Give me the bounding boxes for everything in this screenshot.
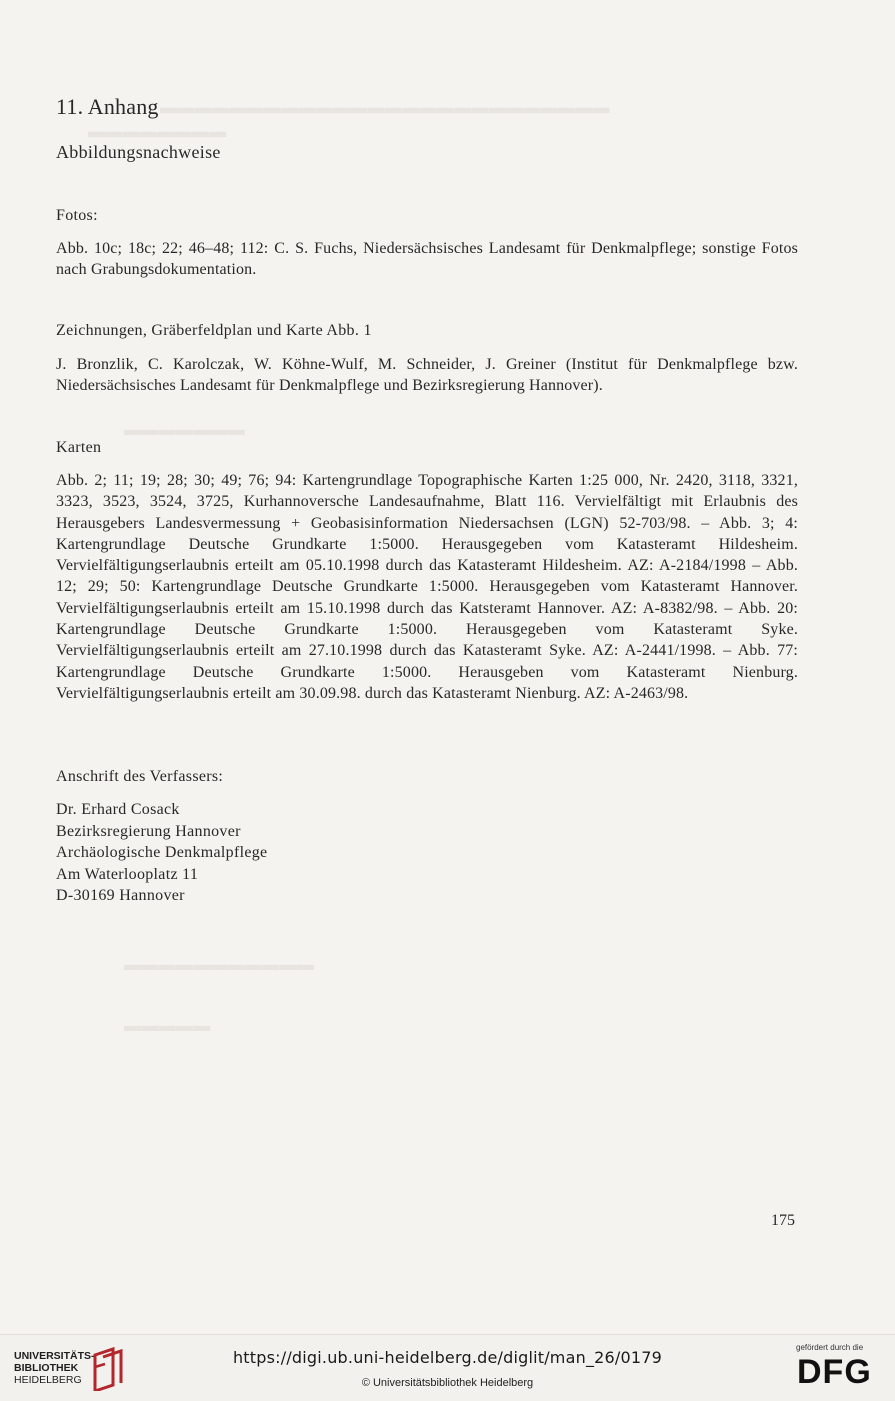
library-logo-line: BIBLIOTHEK: [14, 1362, 79, 1374]
address-department: Archäologische Denkmalpflege: [56, 844, 268, 861]
address-street: Am Waterlooplatz 11: [56, 865, 199, 883]
copyright-notice: © Universitätsbibliothek Heidelberg: [361, 1377, 534, 1389]
karten-label: Karten: [56, 439, 102, 456]
show-through-text: ▬▬▬▬▬▬▬▬▬▬▬▬▬▬▬▬▬▬▬▬▬▬▬▬▬▬: [160, 98, 610, 117]
dfg-logo: DFG: [797, 1353, 872, 1391]
show-through-text: ▬▬▬▬▬▬▬: [124, 420, 246, 439]
show-through-text: ▬▬▬▬▬▬▬▬: [88, 122, 227, 141]
page-heading: 11. Anhang: [56, 94, 159, 119]
viewer-footer: [0, 1334, 895, 1401]
fotos-credits: Abb. 10c; 18c; 22; 46–48; 112: C. S. Fuchs, Niedersächsisches Landesamt für Denkmalpflege; sonstige Fotos nach Grabungsdokumentation.: [56, 240, 798, 279]
author-address: [56, 799, 267, 907]
section-heading: Abbildungsnachweise: [56, 142, 221, 162]
show-through-text: ▬▬▬▬▬: [124, 1016, 211, 1035]
address-name: Dr. Erhard Cosack: [56, 801, 180, 818]
page-number: 175: [771, 1212, 795, 1229]
document-url-link[interactable]: https://digi.ub.uni-heidelberg.de/diglit/man_26/0179: [232, 1348, 663, 1367]
fotos-label: Fotos:: [56, 207, 98, 224]
karten-credits: Abb. 2; 11; 19; 28; 30; 49; 76; 94: Kartengrundlage Topographische Karten 1:25 000, Nr. 2420, 3118, 3321, 3323, 3523, 3524, 3725, Kurhannoversche Landesaufnahme, Blatt 116. Vervielfältigt mit Erlaubnis des Herausgebers Landesvermessung + Geobasisinformation Niedersachsen (LGN) 52-703/98. – Abb. 3; 4: Kartengrundlage Deutsche Grundkarte 1:5000. Herausgegeben vom Katasteramt Hildesheim. Vervielfältigungserlaubnis erteilt am 05.10.1998 durch das Katasteramt Hildesheim. AZ: A-2184/1998 – Abb. 12; 29; 50: Kartengrundlage Deutsche Grundkarte 1:5000. Herausgegeben vom Katasteramt Hannover. Vervielfältigungserlaubnis erteilt am 15.10.1998 durch das Katsteramt Hannover. AZ: A-8382/98. – Abb. 20: Kartengrundlage Deutsche Grundkarte 1:5000. Herausgegeben vom Katasteramt Syke. Vervielfältigungserlaubnis erteilt am 27.10.1998 durch das Katasteramt Syke. AZ: A-2441/1998. – Abb. 77: Kartengrundlage Deutsche Grundkarte 1:5000. Herausgeben vom Katasteramt Nienburg. Vervielfältigungserlaubnis erteilt am 30.09.98. durch das Katasteramt Nienburg. AZ: A-2463/98.: [56, 472, 798, 702]
zeichnungen-credits: J. Bronzlik, C. Karolczak, W. Köhne-Wulf, M. Schneider, J. Greiner (Institut für Denkmalpflege bzw. Niedersächsisches Landesamt für Denkmalpflege und Bezirksregierung Hannover).: [56, 356, 798, 395]
address-city: D-30169 Hannover: [56, 887, 185, 904]
show-through-text: ▬▬▬▬▬▬▬▬▬▬▬: [124, 955, 315, 974]
zeichnungen-label: Zeichnungen, Gräberfeldplan und Karte Abb. 1: [56, 322, 372, 339]
library-logo-line: HEIDELBERG: [14, 1374, 82, 1386]
address-institution: Bezirksregierung Hannover: [56, 822, 241, 840]
anschrift-label: Anschrift des Verfassers:: [56, 768, 224, 785]
dfg-caption: gefördert durch die: [796, 1343, 864, 1352]
library-logo-line: UNIVERSITÄTS-: [14, 1350, 95, 1362]
